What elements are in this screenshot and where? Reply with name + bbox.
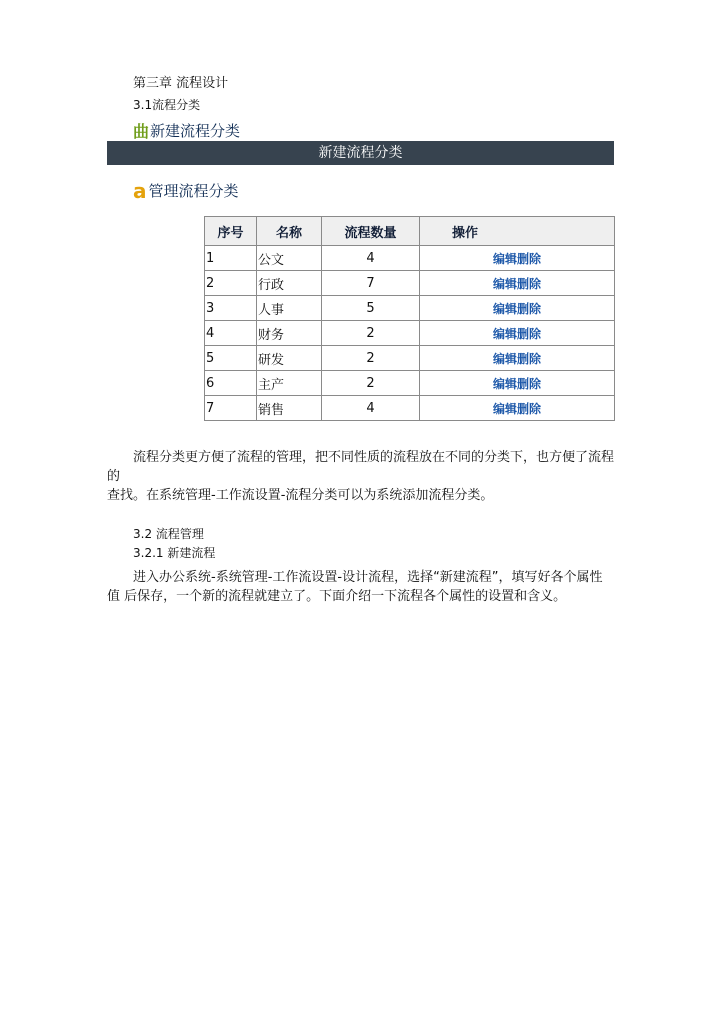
row-count: 5 [322, 296, 420, 321]
section-heading-3-2-1: 3.2.1 新建流程 [133, 546, 216, 560]
edit-link[interactable]: 编辑 [492, 376, 517, 391]
row-id: 2 [205, 271, 257, 296]
row-name: 主产 [257, 371, 322, 396]
category-paragraph-line1: 流程分类更方便了流程的管理，把不同性质的流程放在不同的分类下，也方便了流程的 [107, 450, 615, 484]
row-actions [420, 371, 615, 396]
table-row [205, 321, 615, 346]
new-flow-paragraph: 进入办公系统-系统管理-工作流设置-设计流程，选择“新建流程”，填写好各个属性值 后保存，一个新的流程就建立了。下面介绍一下流程各个属性的设置和含义。 [107, 570, 603, 604]
table-row [205, 271, 615, 296]
row-count: 2 [322, 346, 420, 371]
row-count: 2 [322, 321, 420, 346]
col-header-count: 流程数量 [322, 217, 420, 246]
table-row [205, 296, 615, 321]
row-count: 4 [322, 396, 420, 421]
col-header-id: 序号 [205, 217, 257, 246]
table-row [205, 346, 615, 371]
col-header-action: 操作 [420, 217, 615, 246]
row-actions [420, 296, 615, 321]
category-paragraph [107, 448, 615, 505]
edit-link[interactable]: 编辑 [492, 351, 517, 366]
row-count: 4 [322, 246, 420, 271]
row-actions [420, 246, 615, 271]
row-actions [420, 321, 615, 346]
table-row [205, 371, 615, 396]
delete-link[interactable]: 删除 [517, 276, 542, 291]
row-id: 5 [205, 346, 257, 371]
letter-a-icon: a [133, 178, 147, 203]
table-row [205, 396, 615, 421]
row-actions [420, 346, 615, 371]
edit-link[interactable]: 编辑 [492, 276, 517, 291]
edit-link[interactable]: 编辑 [492, 401, 517, 416]
delete-link[interactable]: 删除 [517, 326, 542, 341]
edit-link[interactable]: 编辑 [492, 301, 517, 316]
row-actions [420, 271, 615, 296]
chart-icon: 曲 [133, 122, 150, 141]
delete-link[interactable]: 删除 [517, 401, 542, 416]
chapter-title: 第三章 流程设计 [133, 76, 229, 91]
row-actions [420, 396, 615, 421]
manage-category-heading [133, 180, 239, 201]
row-id: 4 [205, 321, 257, 346]
row-name: 销售 [257, 396, 322, 421]
row-name: 人事 [257, 296, 322, 321]
delete-link[interactable]: 删除 [517, 351, 542, 366]
row-id: 3 [205, 296, 257, 321]
row-id: 6 [205, 371, 257, 396]
row-name: 公文 [257, 246, 322, 271]
section-heading-3-2: 3.2 流程管理 [133, 527, 204, 541]
table-header-row [205, 217, 615, 246]
delete-link[interactable]: 删除 [517, 376, 542, 391]
edit-link[interactable]: 编辑 [492, 251, 517, 266]
delete-link[interactable]: 删除 [517, 251, 542, 266]
row-name: 行政 [257, 271, 322, 296]
row-id: 1 [205, 246, 257, 271]
row-id: 7 [205, 396, 257, 421]
edit-link[interactable]: 编辑 [492, 326, 517, 341]
row-count: 7 [322, 271, 420, 296]
row-name: 财务 [257, 321, 322, 346]
new-category-heading-label: 新建流程分类 [150, 122, 241, 140]
new-category-banner: 新建流程分类 [107, 141, 614, 165]
manage-category-heading-label: 管理流程分类 [148, 182, 239, 200]
table-row [205, 246, 615, 271]
row-count: 2 [322, 371, 420, 396]
section-heading-3-1: 3.1流程分类 [133, 98, 201, 112]
category-paragraph-line2: 查找。在系统管理-工作流设置-流程分类可以为系统添加流程分类。 [107, 488, 494, 503]
row-name: 研发 [257, 346, 322, 371]
new-category-heading [133, 119, 240, 142]
col-header-name: 名称 [257, 217, 322, 246]
category-table [204, 216, 615, 421]
delete-link[interactable]: 删除 [517, 301, 542, 316]
